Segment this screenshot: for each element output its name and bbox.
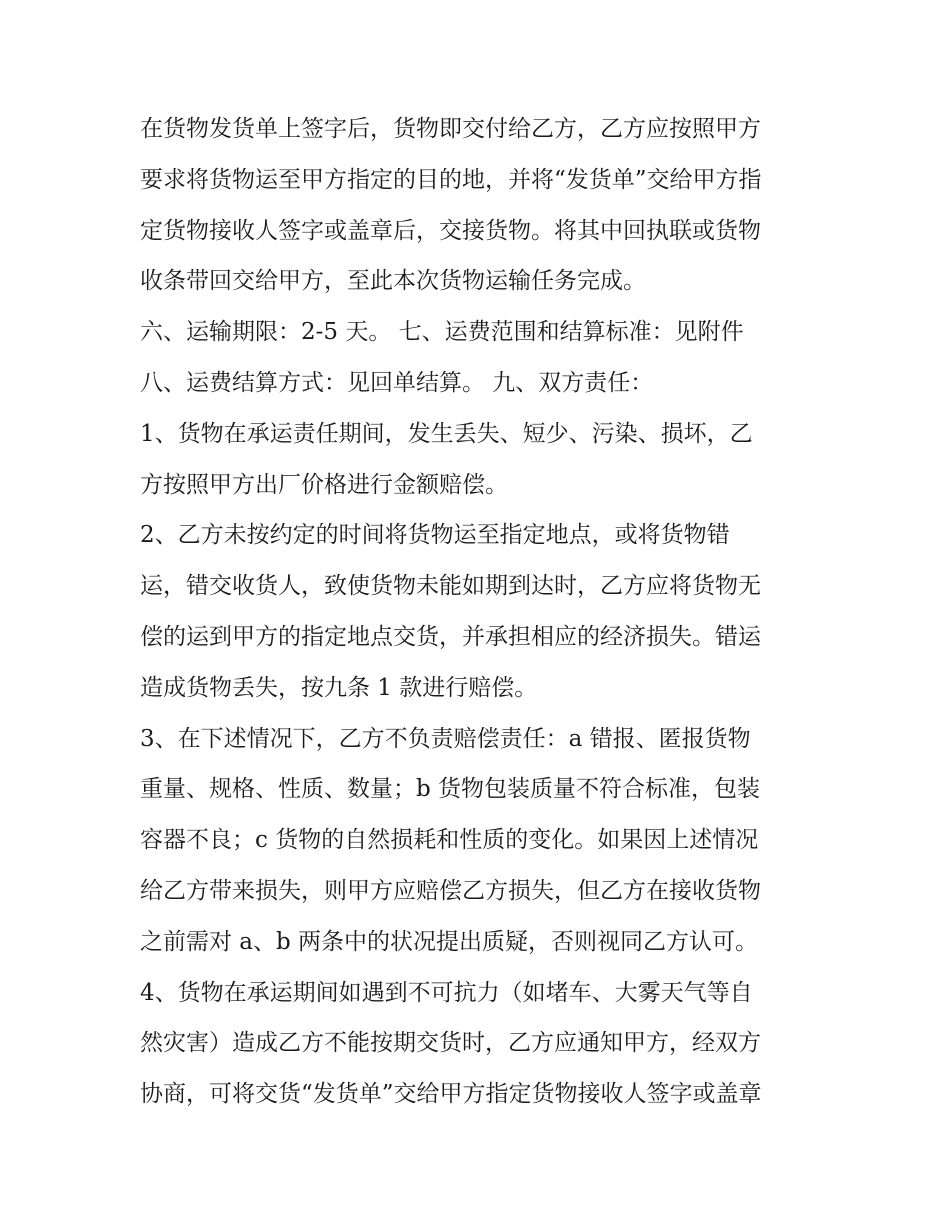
text-line: 定货物接收人签字或盖章后，交接货物。将其中回执联或货物 [140, 217, 761, 244]
text-line: 在货物发货单上签字后，货物即交付给乙方，乙方应按照甲方 [140, 116, 761, 142]
text-line: 之前需对 a、b 两条中的状况提出质疑，否则视同乙方认可。 [140, 928, 759, 955]
text-line: 造成货物丢失，按九条 1 款进行赔偿。 [140, 674, 538, 701]
text-line: 运，错交收货人，致使货物未能如期到达时，乙方应将货物无 [140, 573, 761, 600]
text-line: 给乙方带来损失，则甲方应赔偿乙方损失，但乙方在接收货物 [140, 877, 761, 904]
text-line: 1、货物在承运责任期间，发生丢失、短少、污染、损坏，乙 [140, 420, 753, 447]
text-line: 收条带回交给甲方，至此本次货物运输任务完成。 [140, 268, 646, 295]
text-line: 六、运输期限：2-5 天。 七、运费范围和结算标准：见附件 [140, 319, 744, 346]
text-line: 然灾害）造成乙方不能按期交货时，乙方应通知甲方，经双方 [140, 1030, 761, 1057]
text-line: 要求将货物运至甲方指定的目的地，并将“发货单”交给甲方指 [140, 166, 762, 193]
document-body [140, 104, 820, 1120]
text-line: 偿的运到甲方的指定地点交货，并承担相应的经济损失。错运 [140, 623, 761, 650]
text-line: 容器不良；c 货物的自然损耗和性质的变化。如果因上述情况 [140, 827, 759, 854]
text-line: 2、乙方未按约定的时间将货物运至指定地点，或将货物错 [140, 522, 730, 549]
text-line: 重量、规格、性质、数量；b 货物包装质量不符合标准，包装 [140, 776, 761, 803]
text-line: 3、在下述情况下，乙方不负责赔偿责任：a 错报、匿报货物 [140, 725, 751, 752]
text-line: 协商，可将交货“发货单”交给甲方指定货物接收人签字或盖章 [140, 1081, 762, 1108]
text-line: 方按照甲方出厂价格进行金额赔偿。 [140, 471, 508, 498]
text-line: 八、运费结算方式：见回单结算。 九、双方责任： [140, 369, 654, 396]
text-line: 4、货物在承运期间如遇到不可抗力（如堵车、大雾天气等自 [140, 979, 753, 1006]
